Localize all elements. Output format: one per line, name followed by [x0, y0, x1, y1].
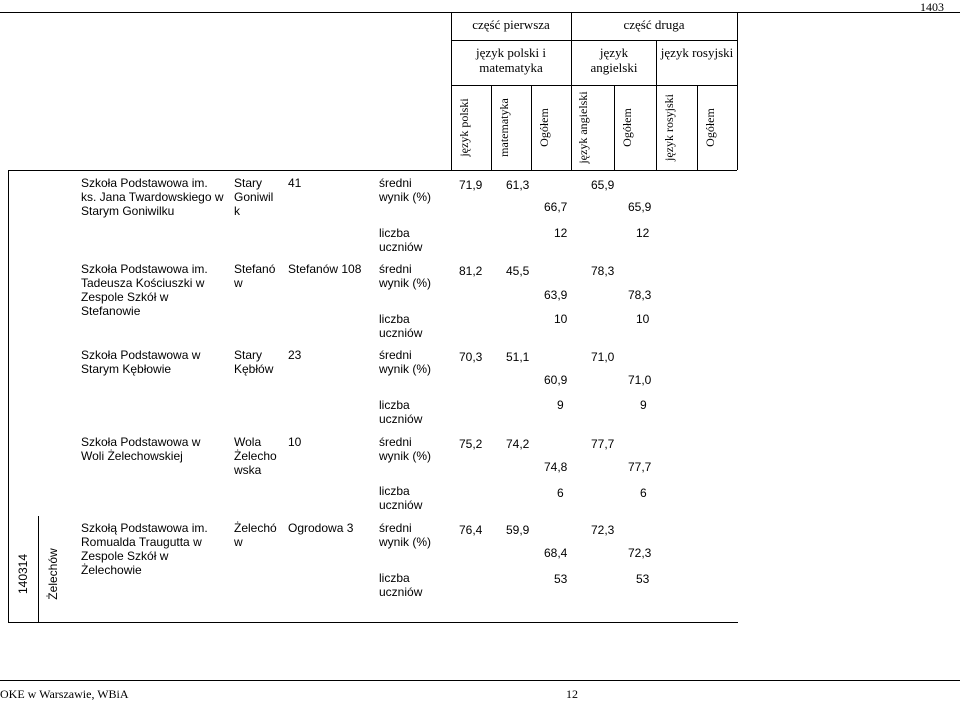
col-header-english: język angielski	[576, 91, 590, 164]
score-english: 65,9	[591, 178, 615, 192]
school-street: Ogrodowa 3	[288, 521, 354, 535]
score-total-1: 66,7	[544, 200, 568, 214]
score-english: 78,3	[591, 264, 615, 278]
gmina-name: Żelechów	[46, 548, 60, 600]
school-name: Szkoła Podstawowa im. Tadeusza Kościuszki w Zespole Szkół w Stefanowie	[81, 262, 208, 318]
score-english: 77,7	[591, 437, 615, 451]
label-count: liczba uczniów	[379, 398, 423, 426]
col-header-total-3: Ogółem	[703, 108, 717, 147]
header-part-one: część pierwsza	[472, 17, 550, 32]
score-math: 51,1	[506, 350, 530, 364]
page-number: 1403	[920, 0, 944, 14]
col-header-math: matematyka	[497, 98, 511, 157]
school-name: Szkoła Podstawowa w Starym Kębłowie	[81, 348, 201, 376]
footer-page-number: 12	[566, 687, 578, 701]
score-math: 74,2	[506, 437, 530, 451]
score-math: 59,9	[506, 523, 530, 537]
school-street: 10	[288, 435, 302, 449]
col-header-total-1: Ogółem	[537, 108, 551, 147]
score-total-2: 72,3	[628, 546, 652, 560]
table-border	[8, 170, 9, 622]
header-english: język angielski	[590, 45, 638, 75]
table-border	[8, 622, 738, 623]
count-total-2: 6	[640, 486, 647, 500]
header-russian: język rosyjski	[660, 45, 734, 60]
score-polish: 81,2	[459, 264, 483, 278]
header-line	[571, 12, 572, 170]
count-total-1: 12	[554, 226, 568, 240]
label-count: liczba uczniów	[379, 226, 423, 254]
school-place: Żelechó w	[234, 521, 277, 549]
col-header-russian: język rosyjski	[662, 94, 676, 161]
col-header-total-2: Ogółem	[620, 108, 634, 147]
label-average: średni wynik (%)	[379, 348, 432, 376]
header-line	[451, 40, 737, 41]
school-name: Szkoła Podstawowa w Woli Żelechowskiej	[81, 435, 201, 463]
score-total-1: 68,4	[544, 546, 568, 560]
header-line	[451, 85, 737, 86]
label-count: liczba uczniów	[379, 571, 423, 599]
score-total-1: 60,9	[544, 373, 568, 387]
score-english: 72,3	[591, 523, 615, 537]
score-english: 71,0	[591, 350, 615, 364]
count-total-2: 9	[640, 398, 647, 412]
count-total-1: 53	[554, 572, 568, 586]
count-total-1: 9	[557, 398, 564, 412]
count-total-1: 6	[557, 486, 564, 500]
count-total-1: 10	[554, 312, 568, 326]
header-polish-math: język polski i matematyka	[475, 45, 547, 75]
col-header-polish: język polski	[457, 98, 471, 157]
school-place: Stary Kębłów	[234, 348, 274, 376]
school-place: Stary Goniwil k	[234, 176, 274, 218]
score-polish: 71,9	[459, 178, 483, 192]
footer-organization: OKE w Warszawie, WBiA	[0, 687, 129, 701]
score-polish: 75,2	[459, 437, 483, 451]
score-math: 45,5	[506, 264, 530, 278]
school-street: 41	[288, 176, 302, 190]
label-average: średni wynik (%)	[379, 521, 432, 549]
school-street: Stefanów 108	[288, 262, 362, 276]
gmina-code: 140314	[16, 553, 30, 595]
label-average: średni wynik (%)	[379, 176, 432, 204]
school-place: Wola Żelecho wska	[234, 435, 277, 477]
school-name: Szkoła Podstawowa im. ks. Jana Twardowskiego w Starym Goniwilku	[81, 176, 224, 218]
count-total-2: 53	[636, 572, 650, 586]
top-rule	[0, 12, 960, 13]
header-line	[451, 170, 737, 171]
score-polish: 70,3	[459, 350, 483, 364]
label-count: liczba uczniów	[379, 312, 423, 340]
table-border	[38, 516, 39, 622]
header-line	[737, 12, 738, 170]
label-count: liczba uczniów	[379, 484, 423, 512]
score-total-2: 78,3	[628, 288, 652, 302]
school-place: Stefanó w	[234, 262, 276, 290]
header-part-two: część druga	[623, 17, 685, 32]
school-name: Szkołą Podstawowa im. Romualda Traugutta w Zespole Szkół w Żelechowie	[81, 521, 208, 577]
score-polish: 76,4	[459, 523, 483, 537]
score-total-2: 71,0	[628, 373, 652, 387]
score-total-2: 77,7	[628, 460, 652, 474]
label-average: średni wynik (%)	[379, 262, 432, 290]
score-total-1: 74,8	[544, 460, 568, 474]
label-average: średni wynik (%)	[379, 435, 432, 463]
score-total-1: 63,9	[544, 288, 568, 302]
school-street: 23	[288, 348, 302, 362]
score-total-2: 65,9	[628, 200, 652, 214]
count-total-2: 10	[636, 312, 650, 326]
score-math: 61,3	[506, 178, 530, 192]
count-total-2: 12	[636, 226, 650, 240]
table-border	[8, 170, 451, 171]
footer-rule	[0, 680, 960, 681]
